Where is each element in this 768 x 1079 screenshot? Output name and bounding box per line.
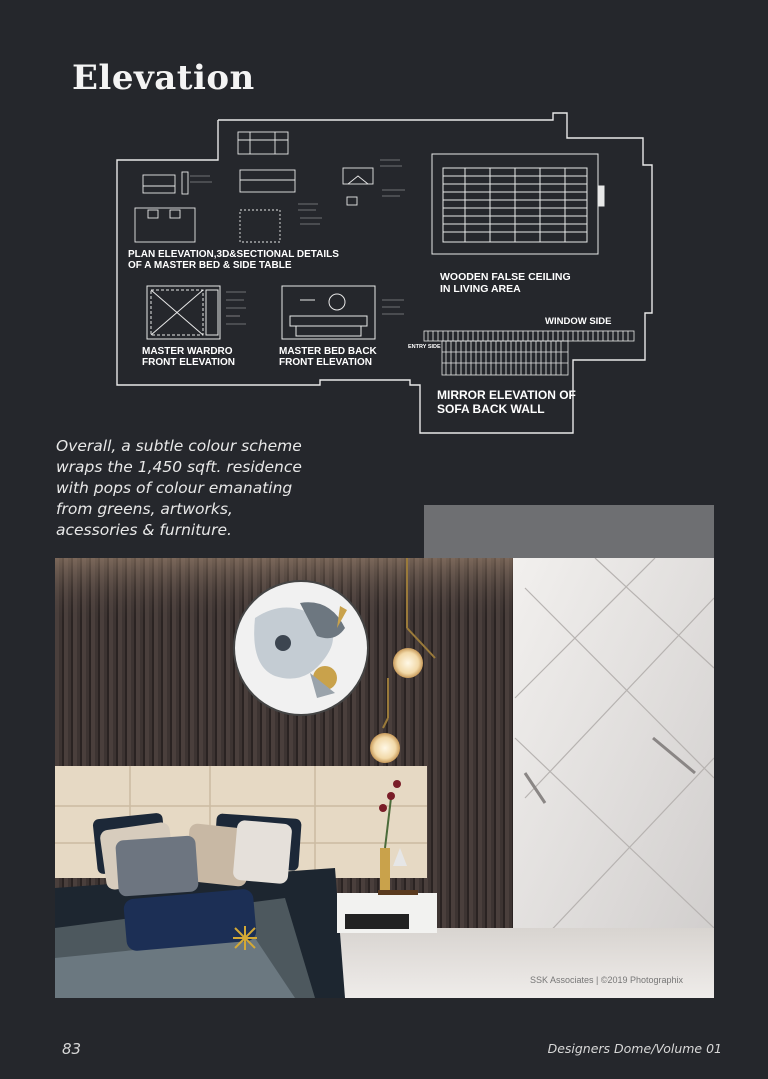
label-ceiling-2: IN LIVING AREA <box>440 283 521 295</box>
label-mirror-2: SOFA BACK WALL <box>437 402 545 416</box>
label-bed-details-1: PLAN ELEVATION,3D&SECTIONAL DETAILS <box>128 249 339 260</box>
mirror-elevation-drawing <box>424 331 634 375</box>
false-ceiling-drawing <box>432 154 604 254</box>
label-window-side: WINDOW SIDE <box>545 316 612 327</box>
pendant-lamp <box>393 648 423 678</box>
page-title: Elevation <box>72 58 255 98</box>
floor <box>295 928 714 998</box>
caption-line: with pops of colour emanating <box>56 479 293 497</box>
label-ceiling-1: WOODEN FALSE CEILING <box>440 271 571 283</box>
caption-line: Overall, a subtle colour scheme <box>56 437 302 455</box>
wardrobe-drawing <box>147 286 220 339</box>
bed-back-annotations <box>382 300 404 314</box>
elevation-drawing <box>0 0 768 450</box>
bedroom-photo <box>55 558 714 998</box>
decorative-grey-block <box>424 505 714 558</box>
label-wardrobe-2: FRONT ELEVATION <box>142 357 235 368</box>
caption <box>56 436 356 541</box>
caption-line: acessories & furniture. <box>56 521 232 539</box>
caption-line: wraps the 1,450 sqft. residence <box>56 458 302 476</box>
pendant-lamp <box>370 733 400 763</box>
label-entry-side: ENTRY SIDE <box>408 344 441 350</box>
drawing-outline <box>117 113 652 433</box>
label-bedback-2: FRONT ELEVATION <box>279 357 372 368</box>
bedroom-illustration <box>55 558 714 998</box>
photo-credit: SSK Associates | ©2019 Photographix <box>530 975 684 985</box>
label-mirror-1: MIRROR ELEVATION OF <box>437 388 576 402</box>
wardrobe-annotations <box>226 292 246 324</box>
bed-back-drawing <box>282 286 375 339</box>
label-bedback-1: MASTER BED BACK <box>279 346 377 357</box>
publication-name: Designers Dome/Volume 01 <box>547 1041 722 1056</box>
caption-line: from greens, artworks, <box>56 500 233 518</box>
bed-details-drawings <box>135 132 373 242</box>
label-bed-details-2: OF A MASTER BED & SIDE TABLE <box>128 260 292 271</box>
label-wardrobe-1: MASTER WARDRO <box>142 346 233 357</box>
page-number: 83 <box>62 1040 82 1058</box>
